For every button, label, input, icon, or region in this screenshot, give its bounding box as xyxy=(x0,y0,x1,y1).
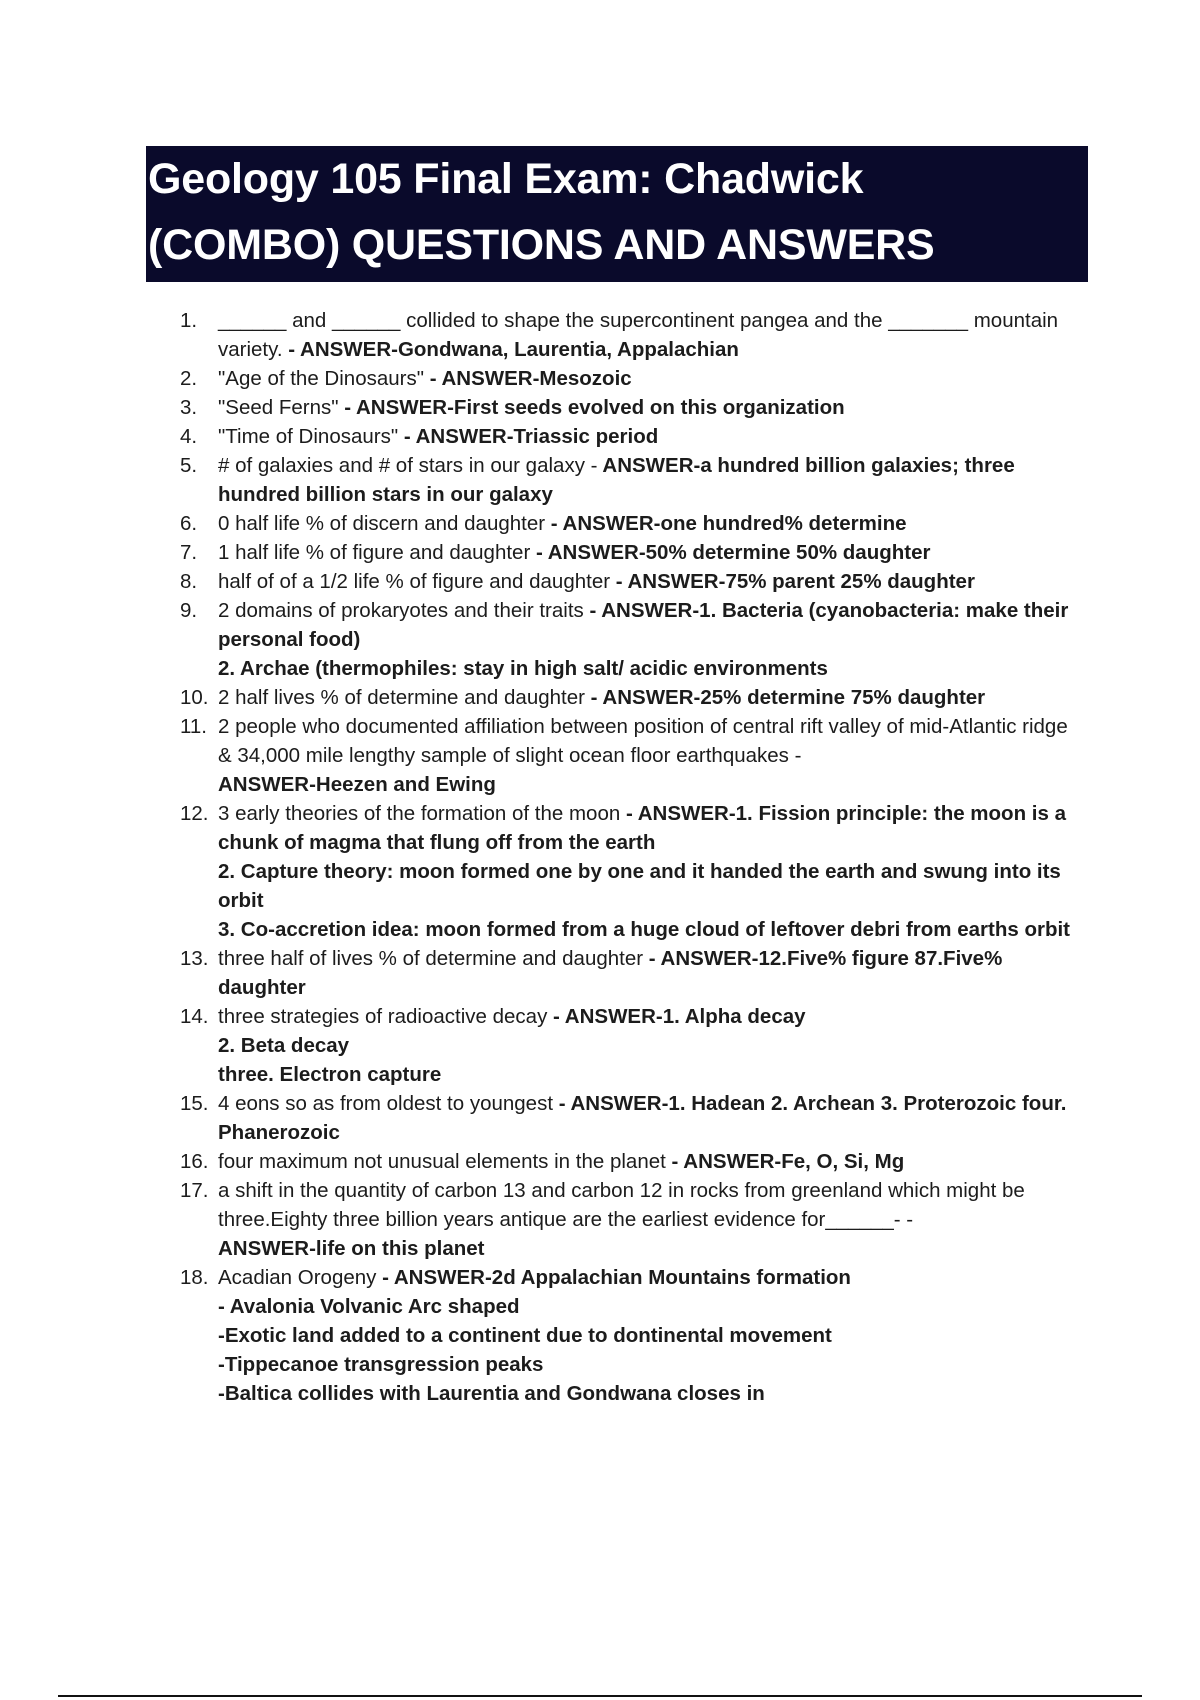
question-text: four maximum not unusual elements in the planet xyxy=(218,1150,666,1173)
title-line-2: (COMBO) QUESTIONS AND ANSWERS xyxy=(148,221,935,269)
answer-text: - ANSWER-Fe, O, Si, Mg xyxy=(665,1150,905,1173)
list-item xyxy=(180,1176,1085,1263)
question-text: a shift in the quantity of carbon 13 and carbon 12 in rocks from greenland which might be three.Eighty three billion years antique are the earliest evidence for______- - xyxy=(218,1179,1025,1231)
answer-text: - ANSWER-Gondwana, Laurentia, Appalachian xyxy=(282,338,739,361)
item-body xyxy=(218,712,1085,799)
question-text: "Age of the Dinosaurs" xyxy=(218,367,425,390)
answer-continuation: - Avalonia Volvanic Arc shaped xyxy=(218,1295,520,1318)
list-item xyxy=(180,596,1085,683)
question-text: 4 eons so as from oldest to youngest xyxy=(218,1092,554,1115)
question-list xyxy=(180,306,1085,1408)
item-number: 15. xyxy=(180,1092,209,1115)
list-item xyxy=(180,451,1085,509)
answer-text: - ANSWER-1. Fission principle: the moon is a chunk of magma that flung off from the earth xyxy=(218,802,1066,854)
question-text: 3 early theories of the formation of the moon xyxy=(218,802,621,825)
question-text: half of of a 1/2 life % of figure and daughter xyxy=(218,570,611,593)
answer-text: - ANSWER-1. Bacteria (cyanobacteria: make their personal food) xyxy=(218,599,1069,651)
list-item xyxy=(180,364,1085,393)
answer-continuation: -Baltica collides with Laurentia and Gondwana closes in xyxy=(218,1382,765,1405)
list-item xyxy=(180,1147,1085,1176)
item-number: 2. xyxy=(180,367,198,390)
question-text: "Time of Dinosaurs" xyxy=(218,425,399,448)
question-text: 1 half life % of figure and daughter xyxy=(218,541,531,564)
list-item xyxy=(180,422,1085,451)
item-number: 7. xyxy=(180,541,198,564)
list-item xyxy=(180,509,1085,538)
question-text: "Seed Ferns" xyxy=(218,396,339,419)
list-item xyxy=(180,799,1085,944)
item-body xyxy=(218,944,1085,1002)
item-body xyxy=(218,1089,1085,1147)
answer-continuation: ANSWER-life on this planet xyxy=(218,1237,485,1260)
answer-text: - ANSWER-one hundred% determine xyxy=(545,512,907,535)
answer-continuation: -Exotic land added to a continent due to dontinental movement xyxy=(218,1324,832,1347)
answer-continuation: 2. Archae (thermophiles: stay in high salt/ acidic environments xyxy=(218,657,828,680)
answer-continuation: 2. Beta decay xyxy=(218,1034,350,1057)
answer-continuation: 2. Capture theory: moon formed one by one and it handed the earth and swung into its orbit xyxy=(218,860,1061,912)
question-text: 2 domains of prokaryotes and their traits xyxy=(218,599,584,622)
item-body xyxy=(218,451,1085,509)
title-banner xyxy=(146,146,1088,282)
answer-text: - ANSWER-50% determine 50% daughter xyxy=(530,541,931,564)
item-body xyxy=(218,364,1085,393)
item-body xyxy=(218,1147,1085,1176)
item-number: 9. xyxy=(180,599,198,622)
item-body xyxy=(218,422,1085,451)
list-item xyxy=(180,567,1085,596)
answer-text: - ANSWER-25% determine 75% daughter xyxy=(584,686,986,709)
item-body xyxy=(218,567,1085,596)
question-text: three strategies of radioactive decay xyxy=(218,1005,548,1028)
answer-continuation: 3. Co-accretion idea: moon formed from a huge cloud of leftover debri from earths orbit xyxy=(218,918,1070,941)
answer-text: - ANSWER-Mesozoic xyxy=(424,367,632,390)
answer-text: - ANSWER-1. Alpha decay xyxy=(547,1005,806,1028)
list-item xyxy=(180,1089,1085,1147)
list-item xyxy=(180,944,1085,1002)
answer-text: - ANSWER-12.Five% figure 87.Five% daughter xyxy=(218,947,1003,999)
item-number: 3. xyxy=(180,396,198,419)
item-number: 5. xyxy=(180,454,198,477)
item-body xyxy=(218,1002,1085,1089)
item-number: 4. xyxy=(180,425,198,448)
answer-continuation: three. Electron capture xyxy=(218,1063,442,1086)
item-body xyxy=(218,799,1085,944)
question-text: # of galaxies and # of stars in our galaxy - xyxy=(218,454,598,477)
item-body xyxy=(218,683,1085,712)
question-text: 2 people who documented affiliation between position of central rift valley of mid-Atlantic ridge & 34,000 mile lengthy sample of slight ocean floor earthquakes - xyxy=(218,715,1068,767)
item-number: 11. xyxy=(180,715,207,738)
answer-text: - ANSWER-1. Hadean 2. Archean 3. Proterozoic four. Phanerozoic xyxy=(218,1092,1067,1144)
item-body xyxy=(218,1263,1085,1408)
question-text: ______ and ______ collided to shape the supercontinent pangea and the _______ mountain variety. xyxy=(218,309,1059,361)
list-item xyxy=(180,306,1085,364)
item-number: 8. xyxy=(180,570,198,593)
question-text: Acadian Orogeny xyxy=(218,1266,377,1289)
answer-text: - ANSWER-75% parent 25% daughter xyxy=(610,570,975,593)
answer-text: - ANSWER-2d Appalachian Mountains formation xyxy=(376,1266,851,1289)
list-item xyxy=(180,712,1085,799)
item-number: 17. xyxy=(180,1179,209,1202)
item-number: 6. xyxy=(180,512,198,535)
item-number: 16. xyxy=(180,1150,209,1173)
item-number: 10. xyxy=(180,686,209,709)
item-body xyxy=(218,306,1085,364)
question-text: 2 half lives % of determine and daughter xyxy=(218,686,585,709)
answer-continuation: ANSWER-Heezen and Ewing xyxy=(218,773,496,796)
item-number: 1. xyxy=(180,309,198,332)
item-body xyxy=(218,596,1085,683)
list-item xyxy=(180,1263,1085,1408)
item-body xyxy=(218,393,1085,422)
item-number: 18. xyxy=(180,1266,209,1289)
list-item xyxy=(180,683,1085,712)
answer-text: - ANSWER-First seeds evolved on this organization xyxy=(338,396,845,419)
item-number: 14. xyxy=(180,1005,209,1028)
answer-text: ANSWER-a hundred billion galaxies; three hundred billion stars in our galaxy xyxy=(218,454,1015,506)
title-line-1: Geology 105 Final Exam: Chadwick xyxy=(148,155,864,203)
bottom-divider xyxy=(58,1695,1142,1697)
item-number: 13. xyxy=(180,947,209,970)
item-number: 12. xyxy=(180,802,209,825)
question-text: three half of lives % of determine and daughter xyxy=(218,947,644,970)
item-body xyxy=(218,538,1085,567)
item-body xyxy=(218,1176,1085,1263)
answer-text: - ANSWER-Triassic period xyxy=(398,425,659,448)
list-item xyxy=(180,1002,1085,1089)
list-item xyxy=(180,538,1085,567)
item-body xyxy=(218,509,1085,538)
question-text: 0 half life % of discern and daughter xyxy=(218,512,546,535)
answer-continuation: -Tippecanoe transgression peaks xyxy=(218,1353,544,1376)
list-item xyxy=(180,393,1085,422)
